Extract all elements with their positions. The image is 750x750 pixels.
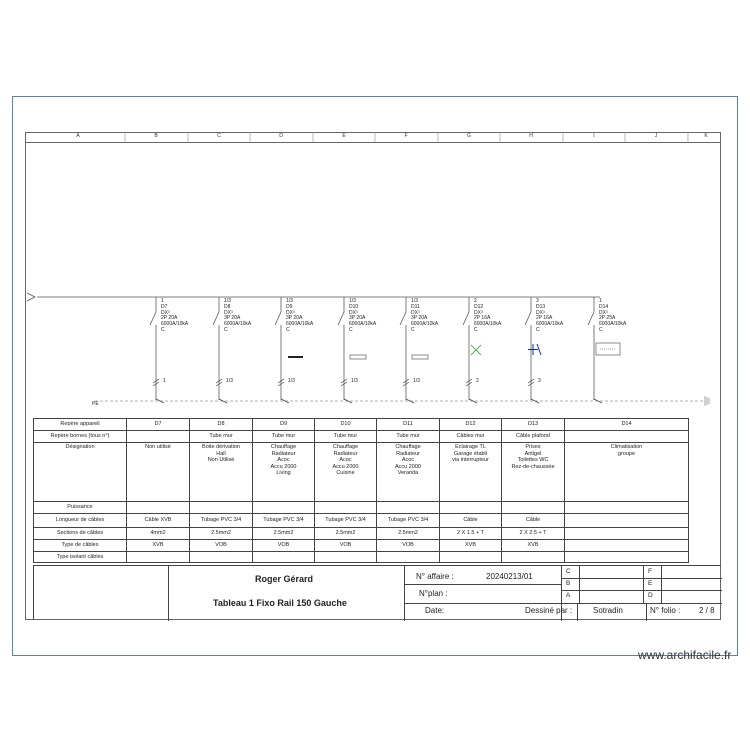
- revision-letter: B: [566, 580, 571, 587]
- table-cell: Eclairage TL Garage établi via interrupteur: [440, 443, 502, 502]
- table-cell: XVB: [502, 540, 565, 552]
- column-label: G: [467, 133, 471, 139]
- table-cell: VOB: [190, 540, 253, 552]
- drawn-by-label: Dessiné par :: [525, 606, 573, 615]
- table-cell: 2 X 2.5 + T: [502, 528, 565, 540]
- row-label: Puissance: [34, 502, 127, 514]
- earth-rail-label: PE: [92, 401, 99, 407]
- table-cell: VOB: [377, 540, 440, 552]
- cable-label: 1/3: [288, 378, 295, 384]
- table-cell: Tubage PVC 3/4: [377, 514, 440, 528]
- table-cell: [190, 552, 253, 563]
- table-cell: [377, 552, 440, 563]
- cable-label: 2: [476, 378, 479, 384]
- table-cell: Câble XVB: [127, 514, 190, 528]
- affaire-label: N° affaire :: [416, 572, 454, 581]
- table-cell: Câbles mur: [440, 431, 502, 443]
- table-cell: Tube mur: [315, 431, 377, 443]
- column-label: C: [217, 133, 221, 139]
- table-cell: D9: [253, 419, 315, 431]
- table-row: [34, 419, 689, 431]
- column-label: D: [279, 133, 283, 139]
- table-cell: [127, 502, 190, 514]
- table-cell: Boite dérivation Hall Non Utilisé: [190, 443, 253, 502]
- table-cell: D12: [440, 419, 502, 431]
- table-cell: [377, 502, 440, 514]
- cable-label: 1: [163, 378, 166, 384]
- breaker-label: 1 D7 DX³ 2P 20A 6000A/10kA C: [161, 298, 189, 333]
- table-cell: D14: [565, 419, 689, 431]
- table-cell: Câble plafond: [502, 431, 565, 443]
- table-cell: XVB: [440, 540, 502, 552]
- table-row: [34, 443, 689, 502]
- table-cell: 2.5mm2: [315, 528, 377, 540]
- table-cell: [565, 431, 689, 443]
- table-cell: 4mm2: [127, 528, 190, 540]
- table-cell: Tube mur: [190, 431, 253, 443]
- table-cell: D8: [190, 419, 253, 431]
- table-cell: [253, 552, 315, 563]
- table-cell: VOB: [253, 540, 315, 552]
- table-cell: [565, 540, 689, 552]
- table-row: [34, 552, 689, 563]
- row-label: Sections de câbles: [34, 528, 127, 540]
- row-label: Repère appareil: [34, 419, 127, 431]
- breaker-contact: [150, 312, 156, 325]
- earth-rail: [95, 396, 709, 406]
- table-cell: Tube mur: [377, 431, 440, 443]
- table-cell: 2.5mm2: [377, 528, 440, 540]
- table-cell: 2 X 1.5 + T: [440, 528, 502, 540]
- table-row: [34, 502, 689, 514]
- table-row: [34, 514, 689, 528]
- circuit-table: [33, 418, 689, 563]
- cable-label: 3: [538, 378, 541, 384]
- breaker-label: 1/3 D9 DX³ 3P 20A 6000A/10kA C: [286, 298, 314, 333]
- column-label: F: [404, 133, 408, 139]
- table-cell: [127, 552, 190, 563]
- breaker-contact: [213, 312, 219, 325]
- drawn-by-value: Sotradin: [593, 606, 623, 615]
- breaker-label: 1/3 D11 DX³ 3P 20A 6000A/10kA C: [411, 298, 439, 333]
- column-label: A: [76, 133, 80, 139]
- table-cell: Non utilisé: [127, 443, 190, 502]
- cable-label: 1/3: [351, 378, 358, 384]
- table-cell: [127, 431, 190, 443]
- air-conditioner-symbol: [596, 343, 620, 355]
- drawing-title: Tableau 1 Fixo Rail 150 Gauche: [213, 598, 347, 608]
- table-row: [34, 431, 689, 443]
- table-cell: Climatisation groupe: [565, 443, 689, 502]
- busbar: [27, 293, 600, 301]
- table-cell: D7: [127, 419, 190, 431]
- table-cell: [315, 552, 377, 563]
- breaker-label: 1 D14 DX³ 2P 25A 6000A/10kA C: [599, 298, 627, 333]
- folio-value: 2 / 8: [699, 606, 715, 615]
- row-label: Longueur de câbles: [34, 514, 127, 528]
- table-cell: Chauffage Radiateur Acoc Accu 2000 Cuisine: [315, 443, 377, 502]
- table-cell: Câble: [440, 514, 502, 528]
- breaker-contact: [400, 312, 406, 325]
- table-cell: Chauffage Radiateur Acoc Accu 2000 Veranda: [377, 443, 440, 502]
- table-cell: Tubage PVC 3/4: [190, 514, 253, 528]
- table-cell: [565, 502, 689, 514]
- breaker-contact: [525, 312, 531, 325]
- table-cell: [253, 502, 315, 514]
- table-cell: D13: [502, 419, 565, 431]
- breaker-label: 2 D12 DX³ 2P 16A 6000A/10kA C: [474, 298, 502, 333]
- client-name: Roger Gérard: [255, 574, 314, 584]
- table-cell: D10: [315, 419, 377, 431]
- row-label: Repère bornes (tous n°): [34, 431, 127, 443]
- breaker-contact: [275, 312, 281, 325]
- breaker-contact: [463, 312, 469, 325]
- date-label: Date:: [425, 606, 445, 615]
- row-label: Désignation: [34, 443, 127, 502]
- table-cell: 2.5mm2: [253, 528, 315, 540]
- table-cell: Tube mur: [253, 431, 315, 443]
- table-cell: XVB: [127, 540, 190, 552]
- breaker-label: 3 D13 DX³ 2P 16A 6000A/10kA C: [536, 298, 564, 333]
- lamp-symbol: [471, 345, 481, 355]
- table-cell: [565, 514, 689, 528]
- plan-label: N°plan :: [419, 589, 448, 598]
- cable-label: 1/3: [226, 378, 233, 384]
- breaker-label: 1/3 D8 DX³ 3P 20A 6000A/10kA C: [224, 298, 252, 333]
- socket-symbol: [528, 344, 541, 355]
- watermark-text: www.archifacile.fr: [638, 648, 732, 662]
- table-cell: [190, 502, 253, 514]
- table-cell: [502, 502, 565, 514]
- table-cell: D11: [377, 419, 440, 431]
- table-row: [34, 540, 689, 552]
- table-cell: Tubage PVC 3/4: [253, 514, 315, 528]
- heater-symbol: [350, 355, 428, 359]
- row-label: Type isolant câbles: [34, 552, 127, 563]
- affaire-number: 20240213/01: [486, 572, 533, 581]
- table-cell: Tubage PVC 3/4: [315, 514, 377, 528]
- row-label: Type de câbles: [34, 540, 127, 552]
- table-row: [34, 528, 689, 540]
- revision-letter: C: [566, 568, 571, 575]
- folio-label: N° folio :: [650, 606, 681, 615]
- breaker-contact: [338, 312, 344, 325]
- column-label: H: [529, 133, 533, 139]
- revision-letter: A: [566, 592, 571, 599]
- table-cell: [440, 502, 502, 514]
- table-cell: [502, 552, 565, 563]
- breaker-contact: [588, 312, 594, 325]
- table-cell: [565, 552, 689, 563]
- table-cell: Prises Antigel Toilettes WC Rez-de-chaussée: [502, 443, 565, 502]
- table-cell: VOB: [315, 540, 377, 552]
- revision-letter: F: [648, 568, 652, 575]
- cable-label: 1/3: [413, 378, 420, 384]
- table-cell: 2.5mm2: [190, 528, 253, 540]
- column-label: B: [154, 133, 158, 139]
- column-label: J: [654, 133, 658, 139]
- table-cell: [565, 528, 689, 540]
- column-label: I: [593, 133, 595, 139]
- column-label: K: [704, 133, 708, 139]
- table-cell: Chauffage Radiateur Acoc Accu 2000 Living: [253, 443, 315, 502]
- table-cell: Câble: [502, 514, 565, 528]
- revision-letter: E: [648, 580, 653, 587]
- column-label: E: [342, 133, 346, 139]
- revision-letter: D: [648, 592, 653, 599]
- breaker-label: 1/3 D10 DX³ 3P 20A 6000A/10kA C: [349, 298, 377, 333]
- table-cell: [315, 502, 377, 514]
- table-cell: [440, 552, 502, 563]
